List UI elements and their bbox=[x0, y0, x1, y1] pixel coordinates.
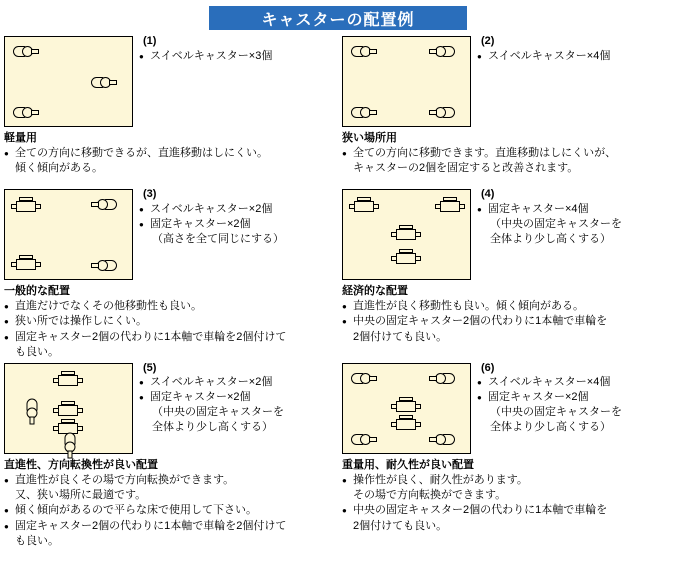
spec-item: 全体より少し高くする） bbox=[152, 420, 273, 433]
fixed-caster-top-center bbox=[53, 374, 83, 387]
example-desc-5 bbox=[4, 473, 334, 550]
spec-item: 全体より少し高くする） bbox=[490, 232, 611, 245]
cell-body-3 bbox=[4, 282, 334, 361]
example-caption-1: 軽量用 bbox=[4, 132, 37, 144]
spec-list-5 bbox=[133, 361, 334, 435]
spec-item: ● 固定キャスター×2個 bbox=[477, 390, 673, 405]
page-title-bar bbox=[209, 6, 467, 30]
spec-item: ● スイベルキャスター×4個 bbox=[477, 375, 673, 390]
layout-example-1 bbox=[0, 34, 338, 187]
layout-grid bbox=[0, 34, 677, 550]
fixed-caster-top-left bbox=[11, 200, 41, 213]
swivel-caster-bottom-center bbox=[65, 432, 76, 458]
example-desc-1 bbox=[4, 146, 334, 177]
spec-item: （中央の固定キャスターを bbox=[152, 406, 284, 419]
diagram-3 bbox=[4, 189, 133, 280]
swivel-caster-bottom-left bbox=[13, 107, 39, 118]
spec-item: （中央の固定キャスターを bbox=[490, 217, 622, 230]
desc-line: 2個付けても良い。 bbox=[353, 330, 448, 343]
diagram-5 bbox=[4, 363, 133, 454]
grid-row-3 bbox=[0, 361, 677, 550]
example-number-1: (1) bbox=[143, 35, 157, 47]
fixed-caster-bottom-center bbox=[391, 252, 421, 265]
swivel-caster-middle-right bbox=[91, 77, 117, 88]
desc-line: ● 狭い所では操作しにくい。 bbox=[4, 314, 334, 329]
swivel-caster-top-left bbox=[351, 373, 377, 384]
cell-body-4 bbox=[342, 282, 673, 345]
fixed-caster-center bbox=[53, 404, 83, 417]
spec-list-4 bbox=[471, 187, 673, 246]
cell-body-6 bbox=[342, 456, 673, 535]
example-caption-4: 経済的な配置 bbox=[342, 285, 408, 297]
swivel-caster-top-left bbox=[351, 46, 377, 57]
desc-line: ● 中央の固定キャスター2個の代わりに1本軸で車輪を bbox=[342, 314, 673, 329]
example-desc-3 bbox=[4, 299, 334, 361]
desc-line: も良い。 bbox=[15, 346, 59, 359]
spec-item: （中央の固定キャスターを bbox=[490, 406, 622, 419]
grid-row-2 bbox=[0, 187, 677, 361]
desc-line: キャスターの2個を固定すると改善されます。 bbox=[353, 162, 579, 175]
fixed-caster-bottom-left bbox=[11, 258, 41, 271]
desc-line: 傾く傾向がある。 bbox=[15, 162, 103, 175]
example-desc-6 bbox=[342, 473, 673, 535]
swivel-caster-bottom-right bbox=[91, 260, 117, 271]
desc-line: ● 固定キャスター2個の代わりに1本軸で車輪を2個付けて bbox=[4, 519, 334, 534]
grid-row-1 bbox=[0, 34, 677, 187]
example-caption-2: 狭い場所用 bbox=[342, 132, 397, 144]
spec-list-6 bbox=[471, 361, 673, 435]
diagram-1 bbox=[4, 36, 133, 127]
swivel-caster-bottom-left bbox=[351, 434, 377, 445]
swivel-caster-left-middle bbox=[27, 398, 38, 424]
swivel-caster-top-right bbox=[429, 373, 455, 384]
example-caption-3: 一般的な配置 bbox=[4, 285, 70, 297]
diagram-2 bbox=[342, 36, 471, 127]
desc-line: ● 固定キャスター2個の代わりに1本軸で車輪を2個付けて bbox=[4, 330, 334, 345]
spec-item: ● スイベルキャスター×2個 bbox=[139, 375, 334, 390]
swivel-caster-bottom-right bbox=[429, 107, 455, 118]
spec-list-2 bbox=[471, 34, 673, 64]
layout-example-5 bbox=[0, 361, 338, 550]
desc-line: ● 中央の固定キャスター2個の代わりに1本軸で車輪を bbox=[342, 503, 673, 518]
example-number-2: (2) bbox=[481, 35, 495, 47]
desc-line: 又、狭い場所に最適です。 bbox=[15, 488, 147, 501]
spec-list-1 bbox=[133, 34, 334, 64]
spec-item: ● スイベルキャスター×2個 bbox=[139, 202, 334, 217]
example-number-3: (3) bbox=[143, 188, 157, 200]
example-desc-2 bbox=[342, 146, 673, 177]
example-caption-6: 重量用、耐久性が良い配置 bbox=[342, 458, 474, 471]
swivel-caster-bottom-left bbox=[351, 107, 377, 118]
fixed-caster-center bbox=[391, 228, 421, 241]
desc-line: ● 直進性が良く移動性も良い。傾く傾向がある。 bbox=[342, 299, 673, 314]
spec-item: ● 固定キャスター×2個 bbox=[139, 390, 334, 405]
layout-example-3 bbox=[0, 187, 338, 361]
fixed-caster-center-lower bbox=[391, 418, 421, 431]
fixed-caster-top-right bbox=[435, 200, 465, 213]
layout-example-6 bbox=[338, 361, 677, 550]
cell-body-5 bbox=[4, 456, 334, 550]
desc-line: ● 全ての方向に移動できます。直進移動はしにくいが、 bbox=[342, 146, 673, 161]
example-number-5: (5) bbox=[143, 361, 157, 374]
spec-item: ● 固定キャスター×4個 bbox=[477, 202, 673, 217]
swivel-caster-top-right bbox=[91, 199, 117, 210]
desc-line: ● 傾く傾向があるので平らな床で使用して下さい。 bbox=[4, 503, 334, 518]
desc-line: 2個付けても良い。 bbox=[353, 519, 448, 532]
cell-body-2 bbox=[342, 129, 673, 187]
spec-item: 全体より少し高くする） bbox=[490, 420, 611, 433]
example-desc-4 bbox=[342, 299, 673, 345]
swivel-caster-bottom-right bbox=[429, 434, 455, 445]
spec-item: （高さを全て同じにする） bbox=[152, 232, 284, 245]
desc-line: ● 全ての方向に移動できるが、直進移動はしにくい。 bbox=[4, 146, 334, 161]
example-number-4: (4) bbox=[481, 188, 495, 200]
example-number-6: (6) bbox=[481, 361, 495, 374]
desc-line: も良い。 bbox=[15, 535, 59, 548]
swivel-caster-top-left bbox=[13, 46, 39, 57]
fixed-caster-top-left bbox=[349, 200, 379, 213]
spec-item: ● 固定キャスター×2個 bbox=[139, 217, 334, 232]
layout-example-2 bbox=[338, 34, 677, 187]
spec-item: ● スイベルキャスター×3個 bbox=[139, 49, 334, 64]
desc-line: その場で方向転換ができます。 bbox=[353, 488, 507, 501]
swivel-caster-top-right bbox=[429, 46, 455, 57]
page-title: キャスターの配置例 bbox=[261, 11, 415, 29]
desc-line: ● 操作性が良く、耐久性があります。 bbox=[342, 473, 673, 488]
desc-line: ● 直進だけでなくその他移動性も良い。 bbox=[4, 299, 334, 314]
spec-item: ● スイベルキャスター×4個 bbox=[477, 49, 673, 64]
diagram-4 bbox=[342, 189, 471, 280]
desc-line: ● 直進性が良くその場で方向転換ができます。 bbox=[4, 473, 334, 488]
layout-example-4 bbox=[338, 187, 677, 361]
spec-list-3 bbox=[133, 187, 334, 246]
fixed-caster-center bbox=[391, 400, 421, 413]
cell-body-1 bbox=[4, 129, 334, 187]
example-caption-5: 直進性、方向転換性が良い配置 bbox=[4, 458, 158, 471]
diagram-6 bbox=[342, 363, 471, 454]
